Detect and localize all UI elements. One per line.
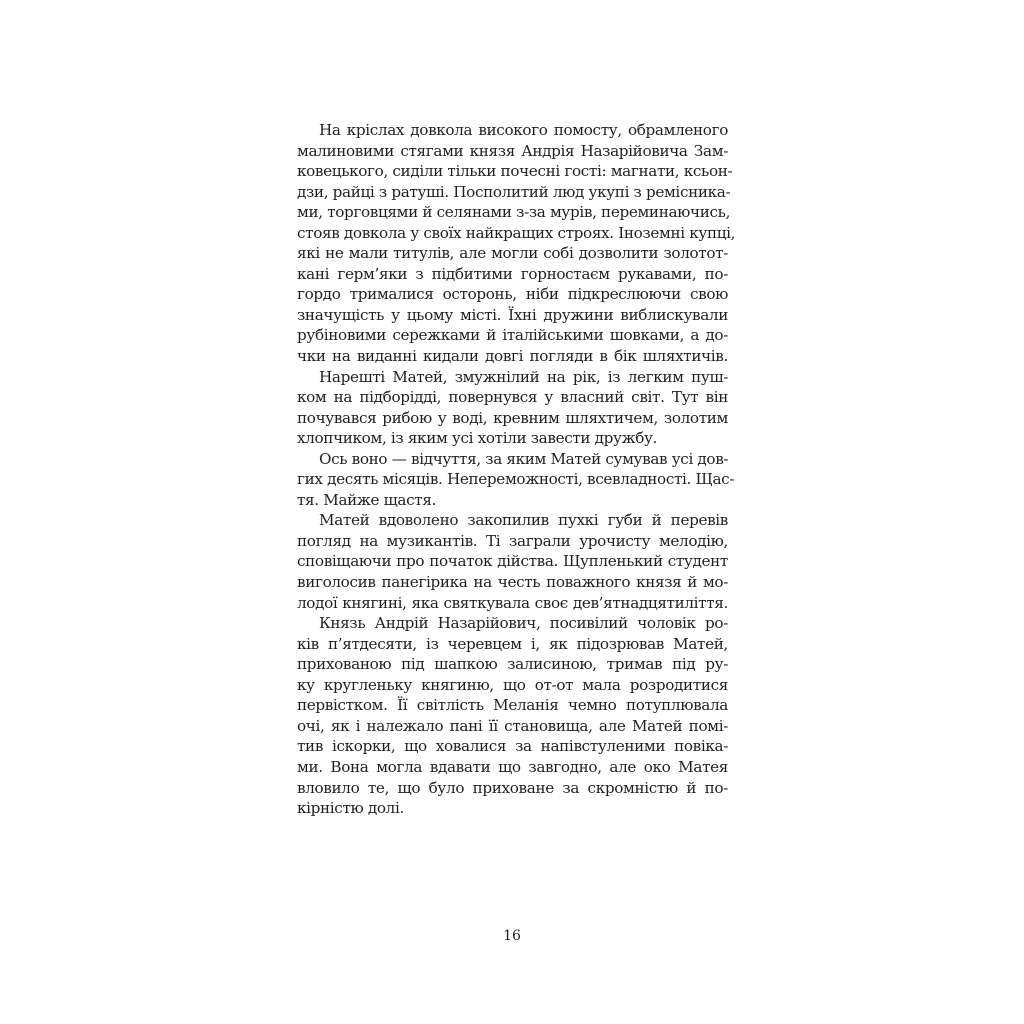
- text-line: чки на виданні кидали довгі погляди в бік шляхтичів.: [297, 347, 728, 366]
- text-line: гордо трималися осторонь, ніби підкреслюючи свою: [297, 285, 728, 304]
- text-line: виголосив панегірика на честь поважного князя й мо-: [297, 573, 728, 592]
- paragraph-5: [297, 613, 728, 818]
- text-line: ми. Вона могла вдавати що завгодно, але око Матея: [297, 757, 728, 776]
- text-line: малиновими стягами князя Андрія Назарійовича Зам-: [297, 141, 728, 160]
- text-line: очі, як і належало пані її становища, але Матей помі-: [297, 716, 728, 735]
- paragraph-2: [297, 367, 728, 449]
- text-line: Нарешті Матей, змужнілий на рік, із легким пуш-: [319, 367, 728, 386]
- text-line: стояв довкола у своїх найкращих строях. Іноземні купці,: [297, 223, 736, 242]
- text-line: тя. Майже щастя.: [297, 490, 437, 509]
- text-line: Ось воно — відчуття, за яким Матей сумував усі дов-: [319, 449, 729, 468]
- paragraph-3: [297, 449, 735, 511]
- text-line: Князь Андрій Назарійович, посивілий чоловік ро-: [319, 614, 728, 633]
- text-line: значущість у цьому місті. Їхні дружини виблискували: [297, 305, 728, 324]
- text-line: сповіщаючи про початок дійства. Щупленький студент: [297, 552, 728, 571]
- text-line: ком на підборідді, повернувся у власний світ. Тут він: [297, 388, 728, 407]
- text-line: Матей вдоволено закопилив пухкі губи й перевів: [319, 511, 728, 530]
- text-line: гих десять місяців. Непереможності, всевладності. Щас-: [297, 470, 735, 489]
- text-line: почувався рибою у воді, кревним шляхтичем, золотим: [297, 408, 728, 427]
- text-line: ми, торговцями й селянами з-за мурів, переминаючись,: [297, 203, 731, 222]
- text-line: лодої княгині, яка святкувала своє дев’ятнадцятиліття.: [297, 593, 728, 612]
- text-line: ку кругленьку княгиню, що от-от мала розродитися: [297, 675, 728, 694]
- text-line: тив іскорки, що ховалися за напівстуленими повіка-: [297, 737, 728, 756]
- text-line: кірністю долі.: [297, 799, 404, 818]
- body-text: [297, 120, 736, 819]
- page-number: 16: [503, 928, 521, 944]
- text-line: рубіновими сережками й італійськими шовками, а до-: [297, 326, 728, 345]
- text-line: хлопчиком, із яким усі хотіли завести дружбу.: [297, 429, 658, 448]
- text-line: На кріслах довкола високого помосту, обрамленого: [319, 121, 728, 139]
- text-line: погляд на музикантів. Ті заграли урочисту мелодію,: [297, 531, 728, 550]
- text-line: вловило те, що було приховане за скромністю й по-: [297, 778, 728, 797]
- paragraph-4: [297, 510, 728, 613]
- text-line: кані герм’яки з підбитими горностаєм рукавами, по-: [297, 264, 728, 283]
- text-line: прихованою під шапкою залисиною, тримав під ру-: [297, 655, 728, 674]
- text-line: які не мали титулів, але могли собі дозволити золотот-: [297, 244, 728, 263]
- text-line: первістком. Її світлість Меланія чемно потуплювала: [297, 696, 728, 715]
- text-line: ковецького, сиділи тільки почесні гості: магнати, ксьон-: [297, 162, 733, 181]
- paragraph-1: [297, 120, 736, 367]
- text-line: дзи, райці з ратуші. Посполитий люд укупі з ремісника-: [297, 182, 731, 201]
- text-line: ків п’ятдесяти, із черевцем і, як підозрював Матей,: [297, 634, 728, 653]
